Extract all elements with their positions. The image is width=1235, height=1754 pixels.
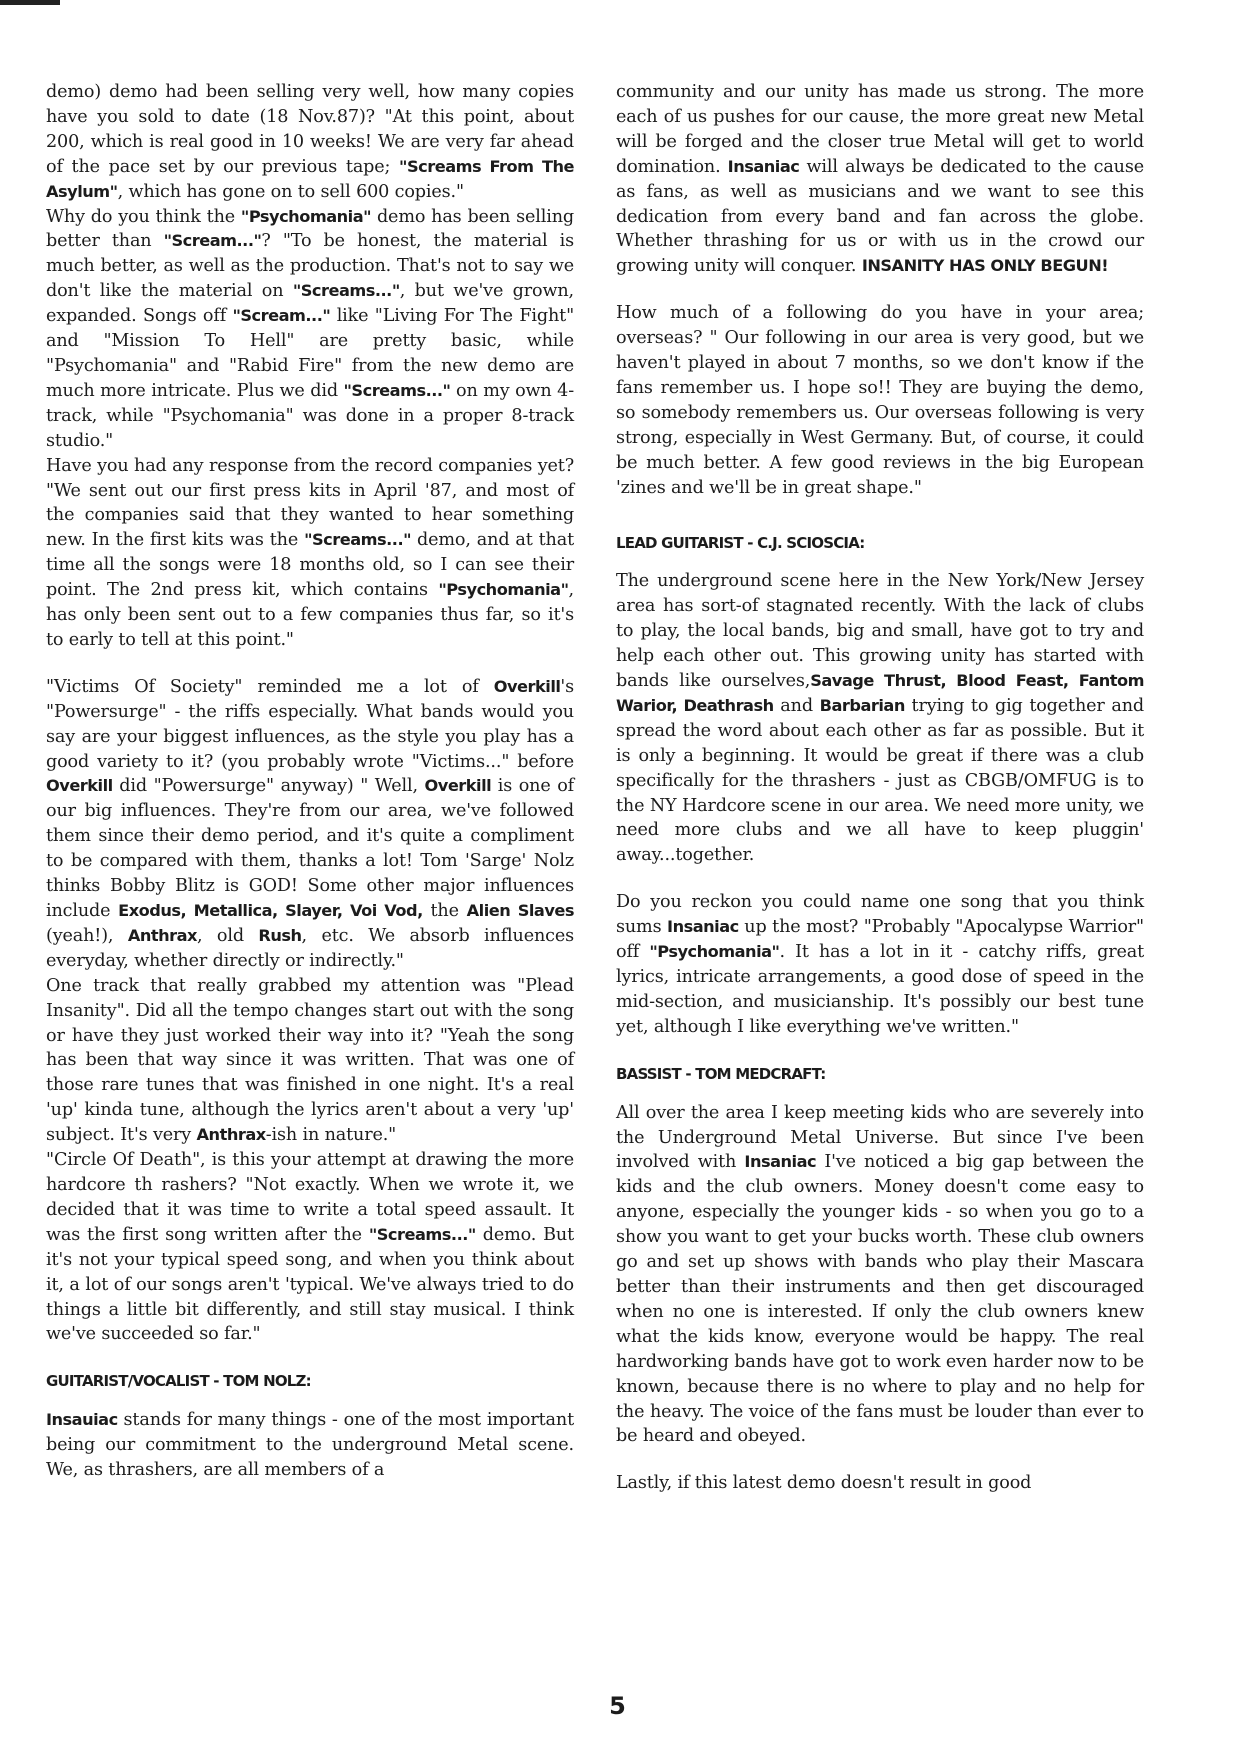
text-run: ? "To be honest, the material is much better, as well as the production. That's not to say we don't like the material on [46,231,574,302]
text-run: , but we've grown, expanded. Songs off [46,281,574,327]
question-paragraph [46,675,574,974]
bold-name: Exodus, Metallica, Slayer, Voi Vod, [118,901,423,920]
statement-paragraph [616,569,1144,868]
statement-paragraph [46,1408,574,1483]
text-run: demo has been selling better than [46,206,575,252]
bold-name: "Screams..." [292,281,400,301]
question-paragraph [46,974,574,1148]
text-run: -ish in nature." [265,1125,397,1146]
text-run: How much of a following do you have in your area; overseas? " Our following in our area is very good, but we haven't played in about 7 months, so we don't know if the fans remember us. I hope so!! They are buying the demo, so somebody remembers us. Our overseas following is very strong, especially in West Germany. But, of course, it could be much better. A few good reviews in the big European 'zines and we'll be in great shape." [616,303,1144,498]
bold-name: "Scream..." [163,231,262,251]
text-run: "Circle Of Death", is this your attempt at drawing the more hardcore th rashers? "Not exactly. When we wrote it, we decided that it was time to write a total speed assault. It was the first song written after the [46,1150,574,1245]
text-run: demo, and at that time all the songs were 18 months old, so I can see their point. The 2nd press kit, which contains [46,530,574,601]
text-run: did "Powersurge" anyway) " Well, [112,776,425,797]
text-run: Have you had any response from the record companies yet? "We sent out our first press kits in April '87, and most of the companies said that they wanted to hear something new. In the first kits was the [46,455,574,551]
bold-name: "Screams From The Asylum" [46,156,574,201]
bold-name: "Scream..." [232,306,331,326]
text-run: I've noticed a big gap between the kids and the club owners. Money doesn't come easy to anyone, especially the younger kids - so when you go to a show you want to get your bucks worth. These club owners go and set up shows with bands who play their Mascara better than their instruments and then get discouraged when no one is interested. If only the club owners knew what the kids know, everyone would be happy. The real hardworking bands have got to work even harder now to be known, because there is no where to play and no help for the heavy. The voice of the fans must be louder than ever to be heard and obeyed. [616,1152,1144,1447]
bold-name: Barbarian [819,695,905,715]
text-run: The underground scene here in the New York/New Jersey area has sort-of stagnated recently. With the lack of clubs to play, the local bands, big and small, have got to try and help each other out. This growing unity has started with bands like ourselves, [616,571,1144,692]
bold-name: Rush [258,925,302,945]
text-run: community and our unity has made us strong. The more each of us pushes for our cause, the more great new Metal will be forged and the closer true Metal will get to world domination. [616,82,1144,177]
text-run: is one of our big influences. They're from our area, we've followed them since their demo period, and it's quite a compliment to be compared with them, thanks a lot! Tom 'Sarge' Nolz thinks Bobby Blitz is GOD! Some other major influences include [46,776,574,921]
bold-name: "Screams..." [368,1224,476,1244]
right-column [616,80,1144,1496]
bold-name: Savage Thrust, Blood Feast, Fantom Warior, Deathrash [616,671,1144,715]
text-run: , which has gone on to sell 600 copies." [117,181,464,202]
bold-name: Insaniac [727,156,800,176]
text-run: All over the area I keep meeting kids who are severely into the Underground Metal Universe. But since I've been involved with [616,1102,1144,1173]
section-heading-lead-guitarist: LEAD GUITARIST - C.J. SCIOSCIA: [616,533,865,552]
text-run: up the most? "Probably "Apocalypse Warrior" off [616,917,1144,963]
bold-name: "Screams..." [343,380,451,400]
text-run: demo. But it's not your typical speed song, and when you think about it, a lot of our songs aren't 'typical. We've always tried to do things a little bit differently, and still stay musical. I think we've succeeded so far." [46,1224,575,1345]
bold-name: "Psychomania" [649,942,780,962]
bold-name: Insaniac [744,1152,817,1172]
text-run: One track that really grabbed my attention was "Plead Insanity". Did all the tempo changes start out with the song or have they just worked their way into it? "Yeah the song has been that way since it was written. That was one of those rare tunes that was finished in one night. It's a real 'up' kinda tune, although the lyrics aren't about a very 'up' subject. It's very [46,975,574,1146]
question-paragraph [46,1148,574,1347]
text-run: , has only been sent out to a few companies thus far, so it's to early to tell at this point." [46,580,574,650]
page-edge-mark [0,0,60,5]
text-run: 's "Powersurge" - the riffs especially. What bands would you say are your biggest influences, as the style you play has a good variety to it? (you probably wrote "Victims..." before [46,676,574,772]
page-number: 5 [609,1692,626,1720]
text-run: like "Living For The Fight" and "Mission To Hell" are pretty basic, while "Psychomania" and "Rabid Fire" from the new demo are much more intricate. Plus we did [46,306,575,401]
text-run: "Victims Of Society" reminded me a lot of [46,676,494,697]
text-run: demo) demo had been selling very well, how many copies have you sold to date (18 Nov.87)? "At this point, about 200, which is real good in 10 weeks! We are very far ahead of the pace set by our previous tape; [46,82,574,177]
text-run: stands for many things - one of the most important being our commitment to the underground Metal scene. We, as thrashers, are all members of a [46,1410,574,1481]
statement-paragraph [616,80,1144,279]
section-heading-guitarist-vocalist: GUITARIST/VOCALIST - TOM NOLZ: [46,1372,311,1391]
text-run: Why do you think the [46,206,241,227]
bold-name: Alien Slaves [466,901,574,920]
bold-name: Overkill [46,776,113,796]
question-paragraph [46,205,574,454]
question-paragraph [46,454,574,653]
text-run: on my own 4-track, while "Psychomania" was done in a proper 8-track studio." [46,380,574,451]
text-run: trying to gig together and spread the word about each other as far as possible. But it is only a beginning. It would be great if there was a club specifically for the thrashers - just as CBGB/OMFUG is to the NY Hardcore scene in our area. We need more unity, we need more clubs and we all have to keep pluggin' away...together. [616,695,1144,866]
bold-name: Overkill [424,776,492,796]
section-heading-bassist: BASSIST - TOM MEDCRAFT: [616,1064,826,1083]
question-paragraph [616,301,1144,500]
bold-name: Anthrax [196,1125,266,1145]
bold-name: INSANITY HAS ONLY BEGUN! [861,256,1109,276]
text-run: and [773,695,820,716]
text-run: the [422,901,467,921]
text-run: . It has a lot in it - catchy riffs, great lyrics, intricate arrangements, a good dose of speed in the mid-section, and musicianship. It's possibly our best tune yet, although I like everything we've written." [616,942,1144,1037]
question-paragraph [616,890,1144,1039]
text-run: Do you reckon you could name one song that you think sums [616,892,1144,938]
statement-paragraph [616,1471,1144,1496]
bold-name: "Psychomania" [240,206,372,226]
bold-name: Insauiac [46,1410,118,1430]
bold-name: "Screams..." [304,530,412,550]
text-run: (yeah!), [46,925,128,946]
bold-name: Anthrax [127,925,197,945]
bold-name: "Psychomania" [438,580,569,600]
left-column [46,80,574,1483]
statement-paragraph [616,1101,1144,1450]
text-run: , old [197,925,259,946]
text-run: will always be dedicated to the cause as fans, as well as musicians and we want to see this dedication from every band and fan across the globe. Whether thrashing for us or with us in the crowd our growing unity will conquer. [616,156,1145,277]
text-run: Lastly, if this latest demo doesn't result in good [616,1473,1032,1494]
bold-name: Overkill [493,676,561,696]
answer-paragraph [46,80,574,205]
bold-name: Insaniac [667,917,739,937]
text-run: , etc. We absorb influences everyday, whether directly or indirectly." [46,925,575,971]
